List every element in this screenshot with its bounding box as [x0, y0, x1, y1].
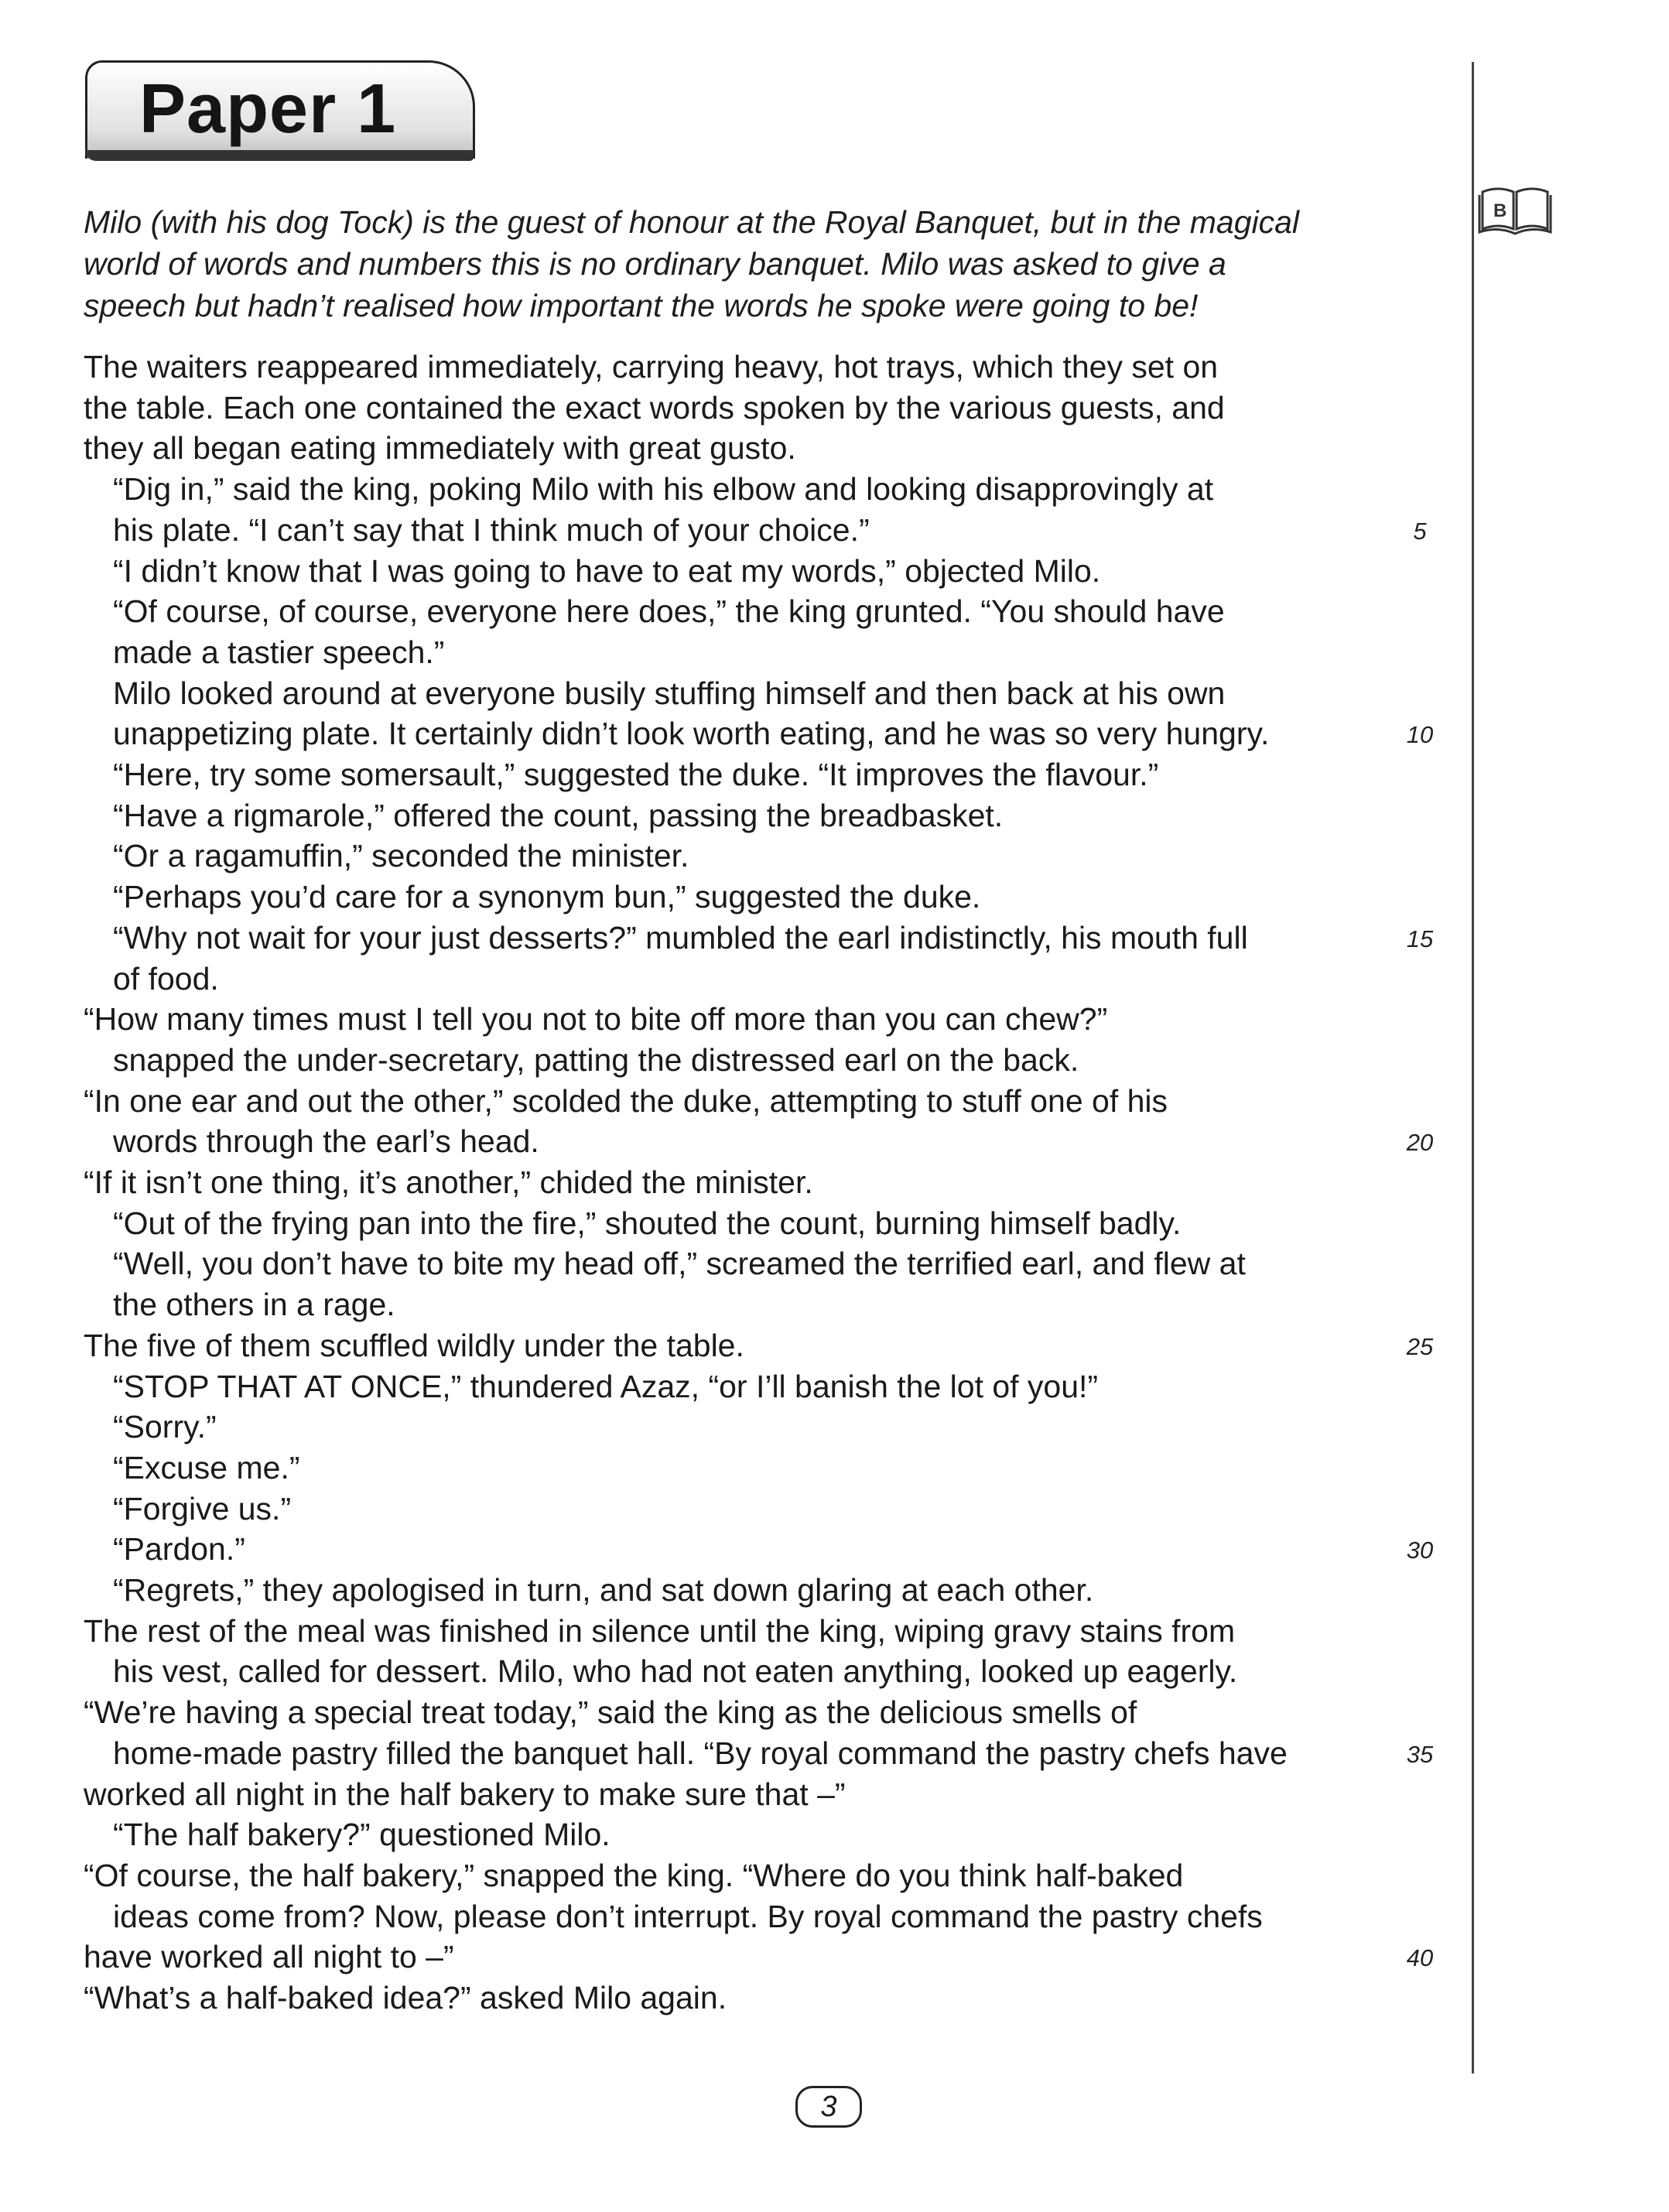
passage-line: his vest, called for dessert. Milo, who had not eaten anything, looked up eagerly. — [113, 1653, 1238, 1689]
passage-line: of food. — [113, 961, 219, 997]
intro-line: speech but hadn’t realised how important the words he spoke were going to be! — [84, 288, 1199, 323]
passage-line: “Of course, of course, everyone here does,” the king grunted. “You should have — [113, 593, 1225, 629]
line-number: 15 — [1406, 925, 1434, 952]
passage-line: The rest of the meal was finished in silence until the king, wiping gravy stains from — [84, 1613, 1236, 1649]
passage-line: “Here, try some somersault,” suggested the duke. “It improves the flavour.” — [113, 757, 1159, 792]
passage-line: “Forgive us.” — [113, 1491, 292, 1527]
passage-line: “Perhaps you’d care for a synonym bun,” suggested the duke. — [113, 879, 981, 915]
passage-line: home-made pastry filled the banquet hall. “By royal command the pastry chefs have — [113, 1735, 1288, 1771]
passage-line: “The half bakery?” questioned Milo. — [113, 1817, 610, 1852]
passage-line: The waiters reappeared immediately, carrying heavy, hot trays, which they set on — [84, 349, 1219, 385]
line-number: 30 — [1406, 1537, 1434, 1564]
passage-line: “Excuse me.” — [113, 1450, 300, 1485]
passage-line: snapped the under-secretary, patting the distressed earl on the back. — [113, 1042, 1079, 1078]
passage-line: “Pardon.” — [113, 1531, 245, 1567]
passage-line: “Of course, the half bakery,” snapped the king. “Where do you think half-baked — [84, 1858, 1184, 1893]
passage-line: “What’s a half-baked idea?” asked Milo again. — [84, 1980, 727, 2015]
passage-line: worked all night in the half bakery to make sure that –” — [84, 1776, 846, 1812]
page-title: Paper 1 — [139, 70, 397, 148]
passage-line: “How many times must I tell you not to bite off more than you can chew?” — [84, 1001, 1108, 1037]
passage-line: The five of them scuffled wildly under the table. — [84, 1328, 744, 1363]
passage-line: “Sorry.” — [113, 1409, 217, 1444]
passage-line: Milo looked around at everyone busily stuffing himself and then back at his own — [113, 675, 1226, 711]
passage-line: “We’re having a special treat today,” said the king as the delicious smells of — [84, 1694, 1137, 1730]
passage-line: “In one ear and out the other,” scolded the duke, attempting to stuff one of his — [84, 1083, 1168, 1119]
passage-line: his plate. “I can’t say that I think much of your choice.” — [113, 512, 870, 548]
line-number: 35 — [1406, 1741, 1434, 1768]
passage-line: ideas come from? Now, please don’t interrupt. By royal command the pastry chefs — [113, 1899, 1263, 1934]
passage-line: have worked all night to –” — [84, 1939, 454, 1974]
passage-line: unappetizing plate. It certainly didn’t look worth eating, and he was so very hungry. — [113, 716, 1270, 751]
passage-line: “Regrets,” they apologised in turn, and sat down glaring at each other. — [113, 1572, 1094, 1608]
passage-line: “If it isn’t one thing, it’s another,” chided the minister. — [84, 1164, 813, 1200]
intro-line: world of words and numbers this is no ordinary banquet. Milo was asked to give a — [84, 246, 1226, 282]
line-number: 40 — [1406, 1944, 1434, 1971]
book-icon — [1476, 184, 1554, 238]
passage-line: “I didn’t know that I was going to have to eat my words,” objected Milo. — [113, 553, 1101, 589]
page-number: 3 — [795, 2086, 862, 2128]
intro-line: Milo (with his dog Tock) is the guest of honour at the Royal Banquet, but in the magical — [84, 204, 1300, 240]
passage-line: “Out of the frying pan into the fire,” shouted the count, burning himself badly. — [113, 1205, 1182, 1241]
passage-line: the others in a rage. — [113, 1287, 395, 1322]
book-icon-letter: B — [1493, 200, 1507, 221]
passage-line: “Dig in,” said the king, poking Milo with his elbow and looking disapprovingly at — [113, 471, 1214, 507]
line-number: 5 — [1413, 518, 1427, 545]
passage-line: “Have a rigmarole,” offered the count, passing the breadbasket. — [113, 798, 1004, 833]
line-number: 10 — [1406, 721, 1434, 748]
passage-line: “Well, you don’t have to bite my head off,” screamed the terrified earl, and flew at — [113, 1246, 1246, 1281]
passage-line: they all began eating immediately with great gusto. — [84, 430, 796, 466]
passage-line: “Why not wait for your just desserts?” mumbled the earl indistinctly, his mouth full — [113, 920, 1248, 956]
passage-line: “Or a ragamuffin,” seconded the minister. — [113, 838, 689, 874]
passage-line: the table. Each one contained the exact words spoken by the various guests, and — [84, 390, 1225, 426]
line-number: 20 — [1406, 1129, 1434, 1156]
passage-line: “STOP THAT AT ONCE,” thundered Azaz, “or I’ll banish the lot of you!” — [113, 1369, 1099, 1404]
line-number: 25 — [1406, 1333, 1434, 1360]
passage-line: made a tastier speech.” — [113, 634, 445, 670]
passage-line: words through the earl’s head. — [113, 1123, 539, 1159]
